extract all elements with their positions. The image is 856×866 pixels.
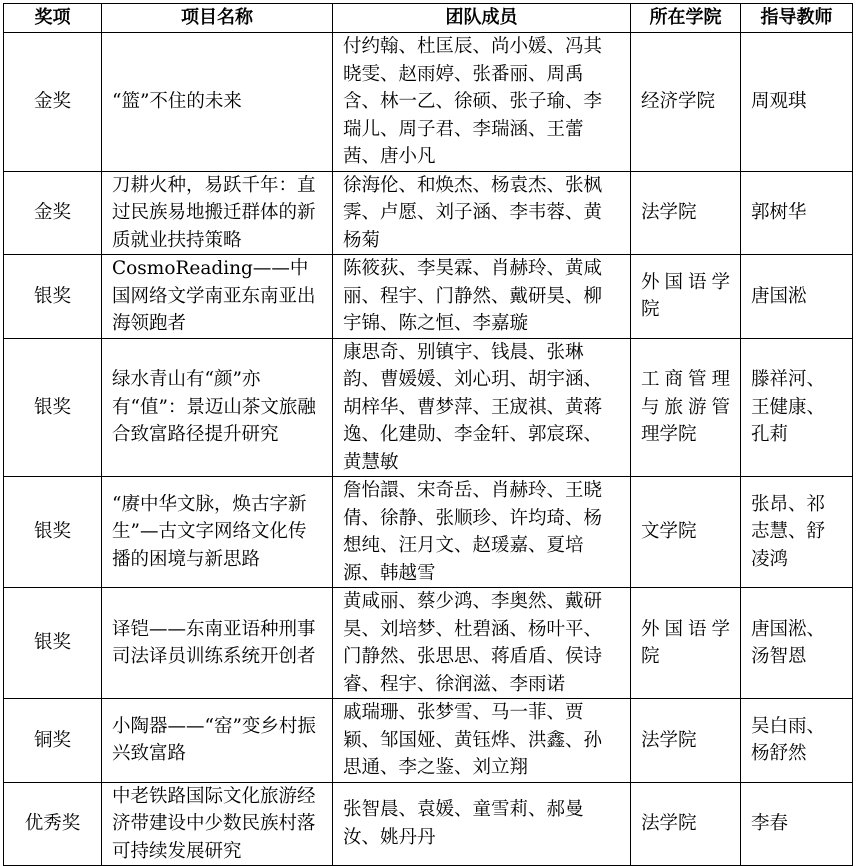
advisor-cell: 周观琪 [741,33,853,172]
project-name-cell: 中老铁路国际文化旅游经济带建设中少数民族村落可持续发展研究 [102,782,333,866]
advisor-cell: 吴白雨、杨舒然 [741,699,853,783]
advisor-cell: 滕祥河、王健康、孔莉 [741,338,853,477]
members-cell: 陈筱荻、李昊霖、肖赫玲、黄咸丽、程宇、门静然、戴研昊、柳宇锦、陈之恒、李嘉璇 [333,255,631,339]
advisor-cell: 张昂、祁志慧、舒凌鸿 [741,477,853,588]
members-cell: 黄咸丽、蔡少鸿、李奥然、戴研昊、刘培梦、杜碧涵、杨叶平、门静然、张思思、蒋盾盾、侯诗睿、程宇、徐润滋、李雨诺 [333,588,631,699]
award-cell: 银奖 [4,255,102,339]
college-cell: 外国语学院 [631,255,741,339]
college-cell: 工商管理与旅游管理学院 [631,338,741,477]
project-name-cell: 小陶器——“窑”变乡村振兴致富路 [102,699,333,783]
header-project: 项目名称 [102,4,333,33]
table-row [4,338,853,477]
advisor-cell: 郭树华 [741,171,853,255]
header-row [4,4,853,33]
table-row [4,588,853,699]
members-cell: 徐海伦、和焕杰、杨袁杰、张枫霁、卢愿、刘子涵、李韦蓉、黄杨菊 [333,171,631,255]
header-college: 所在学院 [631,4,741,33]
table-row [4,782,853,866]
table-row [4,33,853,172]
project-name-cell: 译铠——东南亚语种刑事司法译员训练系统开创者 [102,588,333,699]
award-cell: 银奖 [4,477,102,588]
header-award: 奖项 [4,4,102,33]
project-name-cell: “篮”不住的未来 [102,33,333,172]
table-header [4,4,853,33]
awards-table [3,3,853,866]
college-cell: 法学院 [631,782,741,866]
members-cell: 付约翰、杜匡辰、尚小媛、冯其晓雯、赵雨婷、张番丽、周禹含、林一乙、徐硕、张子瑜、李瑞儿、周子君、李瑞涵、王蕾茜、唐小凡 [333,33,631,172]
table-row [4,477,853,588]
table-row [4,255,853,339]
advisor-cell: 唐国淞、汤智恩 [741,588,853,699]
college-cell: 经济学院 [631,33,741,172]
table-body [4,33,853,866]
college-cell: 法学院 [631,699,741,783]
award-cell: 金奖 [4,171,102,255]
award-cell: 银奖 [4,588,102,699]
table-row [4,699,853,783]
header-members: 团队成员 [333,4,631,33]
college-cell: 文学院 [631,477,741,588]
advisor-cell: 唐国淞 [741,255,853,339]
award-cell: 银奖 [4,338,102,477]
award-cell: 优秀奖 [4,782,102,866]
members-cell: 戚瑞珊、张梦雪、马一菲、贾颖、邹国娅、黄钰烨、洪鑫、孙思通、李之鉴、刘立翔 [333,699,631,783]
advisor-cell: 李春 [741,782,853,866]
members-cell: 詹怡譞、宋奇岳、肖赫玲、王晓倩、徐静、张顺珍、许均琦、杨想纯、汪月文、赵瑗嘉、夏培源、韩越雪 [333,477,631,588]
project-name-cell: 绿水青山有“颜”亦有“值”：景迈山茶文旅融合致富路径提升研究 [102,338,333,477]
award-cell: 铜奖 [4,699,102,783]
members-cell: 张智晨、袁媛、童雪莉、郝曼汝、姚丹丹 [333,782,631,866]
table-row [4,171,853,255]
college-cell: 外国语学院 [631,588,741,699]
members-cell: 康思奇、别镇宇、钱晨、张琳韵、曹媛媛、刘心玥、胡宇涵、胡梓华、曹梦萍、王宬祺、黄蒋逸、化建勋、李金轩、郭宸琛、黄慧敏 [333,338,631,477]
award-cell: 金奖 [4,33,102,172]
project-name-cell: 刀耕火种，易跃千年：直过民族易地搬迁群体的新质就业扶持策略 [102,171,333,255]
header-advisor: 指导教师 [741,4,853,33]
project-name-cell: “赓中华文脉，焕古字新生”—古文字网络文化传播的困境与新思路 [102,477,333,588]
college-cell: 法学院 [631,171,741,255]
project-name-cell: CosmoReading——中国网络文学南亚东南亚出海领跑者 [102,255,333,339]
